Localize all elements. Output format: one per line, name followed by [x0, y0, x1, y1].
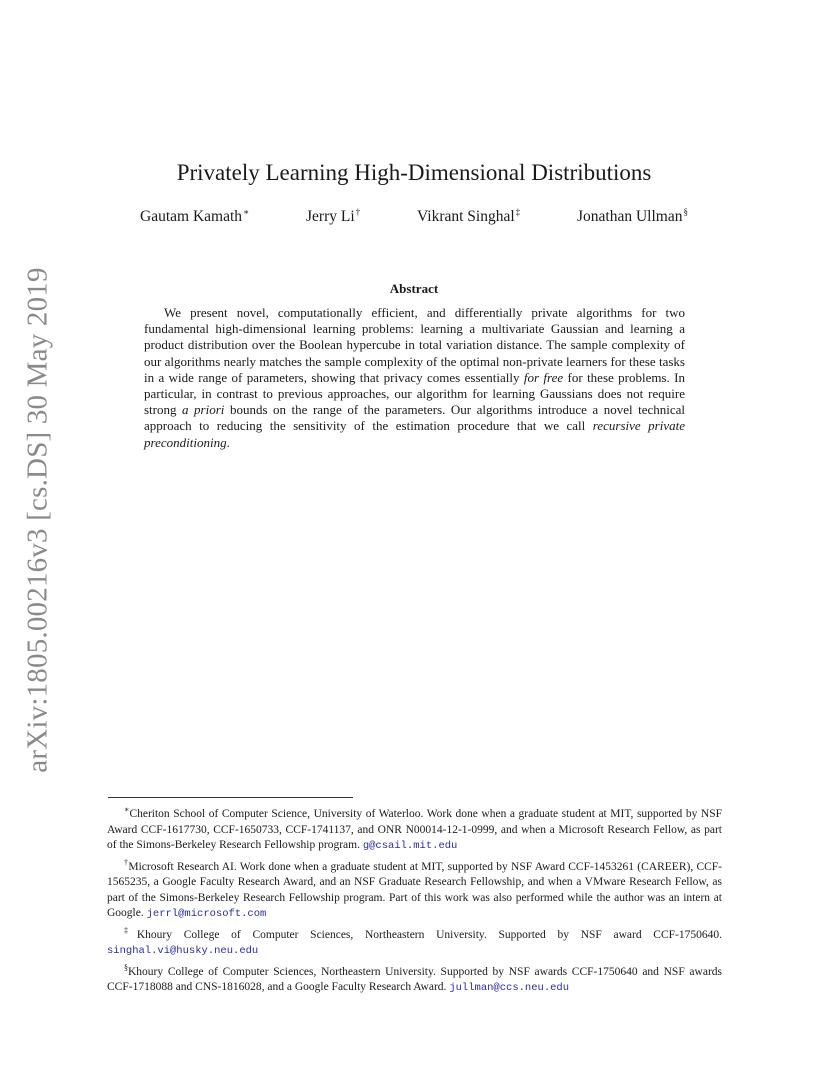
footnotes — [107, 802, 722, 997]
abstract-body — [144, 305, 685, 451]
paper-title: Privately Learning High-Dimensional Distributions — [176, 160, 652, 185]
author-ullman: Jonathan Ullman§ — [577, 207, 688, 225]
arxiv-identifier: arXiv:1805.00216v3 [cs.DS] 30 May 2019 — [21, 267, 54, 773]
author-li: Jerry Li† — [306, 207, 361, 225]
footnote-li: †Microsoft Research AI. Work done when a graduate student at MIT, supported by NSF Award CCF-1453261 (CAREER), CCF-1565235, a Google Faculty Research Award, and an NSF Graduate Research Fellowship, and when a VMware Research Fellow, as part of the Simons-Berkeley Research Fellowship program. Part of this work was also performed while the author was an intern at Google. jerrl@microsoft.com — [107, 857, 723, 920]
email-link[interactable]: jullman@ccs.neu.edu — [449, 982, 570, 994]
footnote-ullman: §Khoury College of Computer Sciences, Northeastern University. Supported by NSF awards CCF-1750640 and NSF awards CCF-1718088 and CNS-1816028, and a Google Faculty Research Award. jullman@ccs.neu.edu — [107, 962, 722, 994]
author-kamath: Gautam Kamath∗ — [140, 207, 250, 225]
email-link[interactable]: g@csail.mit.edu — [362, 840, 458, 852]
abstract-paragraph: We present novel, computationally efficient, and differentially private algorithms for two fundamental high-dimensional learning problems: learning a multivariate Gaussian and learning a product distribution over the Boolean hypercube in total variation distance. The sample complexity of our algorithms nearly matches the sample complexity of the optimal non-private learners for these tasks in a wide range of parameters, showing that privacy comes essentially for free for these problems. In particular, in contrast to previous approaches, our algorithm for learning Gaussians does not require strong a priori bounds on the range of the parameters. Our algorithms introduce a novel technical approach to reducing the sensitivity of the estimation procedure that we call recursive private preconditioning. — [144, 305, 686, 450]
email-link[interactable]: singhal.vi@husky.neu.edu — [107, 945, 259, 957]
footnote-kamath: ∗Cheriton School of Computer Science, University of Waterloo. Work done when a graduate student at MIT, supported by NSF Award CCF-1617730, CCF-1650733, CCF-1741137, and ONR N00014-12-1-0999, and when a Microsoft Research Fellow, as part of the Simons-Berkeley Research Fellowship program. g@csail.mit.edu — [107, 805, 722, 852]
author-list — [140, 207, 688, 226]
email-link[interactable]: jerrl@microsoft.com — [146, 908, 267, 920]
author-singhal: Vikrant Singhal‡ — [417, 207, 521, 225]
arxiv-sidebar — [18, 267, 58, 773]
footnote-rule — [108, 797, 353, 798]
footnote-singhal: ‡Khoury College of Computer Sciences, Northeastern University. Supported by NSF award CCF-1750640. singhal.vi@husky.neu.edu — [107, 925, 723, 957]
abstract-heading: Abstract — [389, 281, 439, 296]
